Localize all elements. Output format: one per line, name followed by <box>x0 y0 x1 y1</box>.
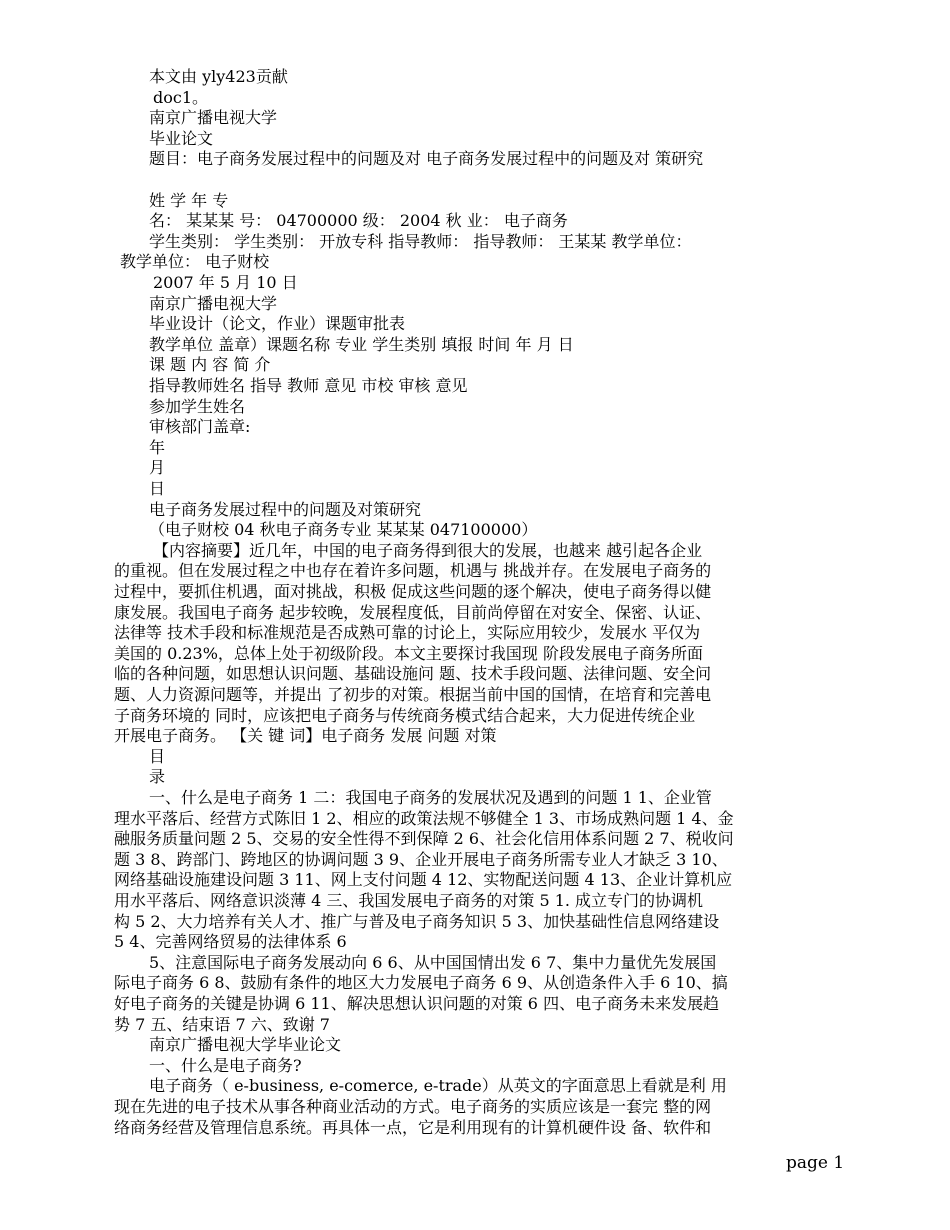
text-line: 题目：电子商务发展过程中的问题及对 电子商务发展过程中的问题及对 策研究 <box>149 149 704 168</box>
text-line: 指导教师姓名 指导 教师 意见 市校 审核 意见 <box>149 376 468 395</box>
text-line: 名： 某某某 号： 04700000 级： 2004 秋 业： 电子商务 <box>149 211 568 230</box>
text-line: 题 3 8、跨部门、跨地区的协调问题 3 9、企业开展电子商务所需专业人才缺乏 3 10、 <box>114 850 728 869</box>
text-line: 2007 年 5 月 10 日 <box>153 273 298 292</box>
text-line: 【内容摘要】近几年，中国的电子商务得到很大的发展，也越来 越引起各企业 <box>153 541 703 560</box>
text-line: 子商务环境的 同时，应该把电子商务与传统商务模式结合起来，大力促进传统企业 <box>114 706 696 725</box>
text-line: 一、什么是电子商务 1 二：我国电子商务的发展状况及遇到的问题 1 1、企业管 <box>149 788 712 807</box>
text-line: 姓 学 年 专 <box>149 191 229 210</box>
text-line: 用水平落后、网络意识淡薄 4 三、我国发展电子商务的对策 5 1. 成立专门的协调机 <box>114 891 704 910</box>
text-line: 年 <box>149 438 166 457</box>
text-line: （电子财校 04 秋电子商务专业 某某某 047100000） <box>149 520 538 539</box>
text-line: 参加学生姓名 <box>149 397 246 416</box>
text-line: 本文由 yly423贡献 <box>149 67 288 86</box>
text-line: 课 题 内 容 简 介 <box>149 355 271 374</box>
text-line: 美国的 0.23%，总体上处于初级阶段。本文主要探讨我国现 阶段发展电子商务所面 <box>114 644 704 663</box>
text-line: 学生类别： 学生类别： 开放专科 指导教师： 指导教师： 王某某 教学单位： <box>149 232 692 251</box>
text-line: 录 <box>149 767 166 786</box>
text-line: 法律等 技术手段和标准规范是否成熟可靠的讨论上，实际应用较少，发展水 平仅为 <box>114 623 701 642</box>
text-line: 一、什么是电子商务? <box>149 1056 302 1075</box>
text-line: 月 <box>149 458 166 477</box>
text-line: 际电子商务 6 8、鼓励有条件的地区大力发展电子商务 6 9、从创造条件入手 6 10、搞 <box>114 973 728 992</box>
text-line: 5 4、完善网络贸易的法律体系 6 <box>114 932 347 951</box>
text-line: 构 5 2、大力培养有关人才、推广与普及电子商务知识 5 3、加快基础性信息网络建设 <box>114 912 720 931</box>
text-line: 南京广播电视大学 <box>149 294 278 313</box>
page-number: page 1 <box>786 1153 845 1173</box>
text-line: 审核部门盖章: <box>149 417 251 436</box>
text-line: 网络基础设施建设问题 3 11、网上支付问题 4 12、实物配送问题 4 13、企业计算机应 <box>114 870 733 889</box>
text-line: 临的各种问题，如思想认识问题、基础设施问 题、技术手段问题、法律问题、安全问 <box>114 664 712 683</box>
text-line: 教学单位： 电子财校 <box>120 252 270 271</box>
text-line: 南京广播电视大学 <box>149 108 278 127</box>
text-line: 5、注意国际电子商务发展动向 6 6、从中国国情出发 6 7、集中力量优先发展国 <box>149 953 717 972</box>
text-line: 毕业论文 <box>149 129 214 148</box>
text-line: 势 7 五、结束语 7 六、致谢 7 <box>114 1015 330 1034</box>
text-line: 开展电子商务。 【关 键 词】电子商务 发展 问题 对策 <box>114 726 497 745</box>
text-line: 过程中，要抓住机遇，面对挑战，积极 促成这些问题的逐个解决，使电子商务得以健 <box>114 582 712 601</box>
text-line: 电子商务（ e-business, e-comerce, e-trade）从英文的字面意思上看就是利 用 <box>149 1076 727 1095</box>
text-line: 日 <box>149 479 166 498</box>
text-line: 毕业设计（论文，作业）课题审批表 <box>149 314 406 333</box>
text-line: 题、人力资源问题等，并提出 了初步的对策。根据当前中国的国情，在培育和完善电 <box>114 685 712 704</box>
text-line: 好电子商务的关键是协调 6 11、解决思想认识问题的对策 6 四、电子商务未来发展趋 <box>114 994 720 1013</box>
text-line: doc1。 <box>153 88 209 107</box>
text-line: 的重视。但在发展过程之中也存在着许多问题，机遇与 挑战并存。在发展电子商务的 <box>114 561 712 580</box>
text-line: 理水平落后、经营方式陈旧 1 2、相应的政策法规不够健全 1 3、市场成熟问题 1 4、金 <box>114 809 734 828</box>
text-line: 电子商务发展过程中的问题及对策研究 <box>149 500 422 519</box>
text-line: 康发展。我国电子商务 起步较晚，发展程度低，目前尚停留在对安全、保密、认证、 <box>114 603 712 622</box>
text-line: 络商务经营及管理信息系统。再具体一点，它是利用现有的计算机硬件设 备、软件和 <box>114 1118 712 1137</box>
text-line: 融服务质量问题 2 5、交易的安全性得不到保障 2 6、社会化信用体系问题 2 7、税收问 <box>114 829 734 848</box>
text-line: 教学单位 盖章）课题名称 专业 学生类别 填报 时间 年 月 日 <box>149 335 574 354</box>
text-line: 目 <box>149 747 166 766</box>
text-line: 南京广播电视大学毕业论文 <box>149 1035 342 1054</box>
text-line: 现在先进的电子技术从事各种商业活动的方式。电子商务的实质应该是一套完 整的网 <box>114 1097 712 1116</box>
